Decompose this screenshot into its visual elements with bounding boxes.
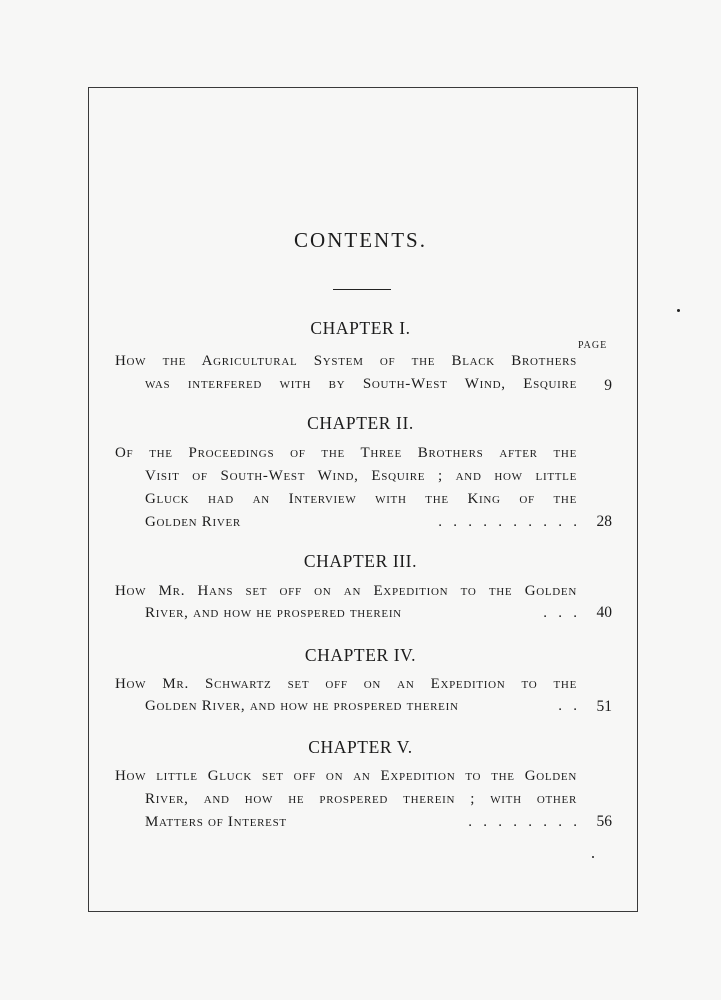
chapter-4-heading: CHAPTER IV. xyxy=(304,645,417,665)
chapter-3-line-2 xyxy=(145,602,577,624)
chapter-5-dot-leader: . . . . . . . . xyxy=(468,814,577,830)
chapter-2-dot-leader: . . . . . . . . . . xyxy=(438,514,577,530)
chapter-3-page-number: 40 xyxy=(596,604,612,621)
chapter-3-dot-leader: . . . xyxy=(543,605,577,621)
chapter-5-heading: CHAPTER V. xyxy=(308,737,413,757)
chapter-3-line-2-text: River, and how he prospered therein xyxy=(145,605,402,621)
chapter-5-line-1: How little Gluck set off on an Expedition to the Golden xyxy=(115,768,577,784)
chapter-4-page-number: 51 xyxy=(596,698,612,715)
chapter-3-heading: CHAPTER III. xyxy=(303,551,418,571)
title-underline-rule xyxy=(333,289,391,290)
chapter-2-line-3: Gluck had an Interview with the King of the xyxy=(145,491,577,507)
contents-title: CONTENTS. xyxy=(294,228,427,252)
chapter-2-page-number: 28 xyxy=(596,513,612,530)
chapter-3-line-1: How Mr. Hans set off on an Expedition to the Golden xyxy=(115,583,577,599)
page-column-header: PAGE xyxy=(578,340,608,351)
chapter-4-dot-leader: . . xyxy=(558,698,577,714)
chapter-1-heading: CHAPTER I. xyxy=(310,318,411,338)
print-speck xyxy=(592,856,594,858)
chapter-2-line-1: Of the Proceedings of the Three Brothers after the xyxy=(115,445,577,461)
chapter-4-line-2 xyxy=(145,695,577,717)
chapter-2-line-2: Visit of South-West Wind, Esquire ; and how little xyxy=(145,468,577,484)
chapter-2-heading: CHAPTER II. xyxy=(307,413,414,433)
chapter-2-line-4 xyxy=(145,511,577,533)
chapter-5-line-2: River, and how he prospered therein ; with other xyxy=(145,791,577,807)
chapter-4-line-2-text: Golden River, and how he prospered therein xyxy=(145,698,459,714)
chapter-2-line-4-text: Golden River xyxy=(145,514,241,530)
chapter-4-line-1: How Mr. Schwartz set off on an Expedition to the xyxy=(115,676,577,692)
chapter-5-page-number: 56 xyxy=(596,813,612,830)
chapter-1-page-number: 9 xyxy=(604,377,612,394)
chapter-5-line-3 xyxy=(145,811,577,833)
chapter-1-line-1: How the Agricultural System of the Black Brothers xyxy=(115,353,577,369)
print-speck xyxy=(677,309,680,312)
chapter-5-line-3-text: Matters of Interest xyxy=(145,814,287,830)
chapter-1-line-2: was interfered with by South-West Wind, Esquire xyxy=(145,376,577,392)
